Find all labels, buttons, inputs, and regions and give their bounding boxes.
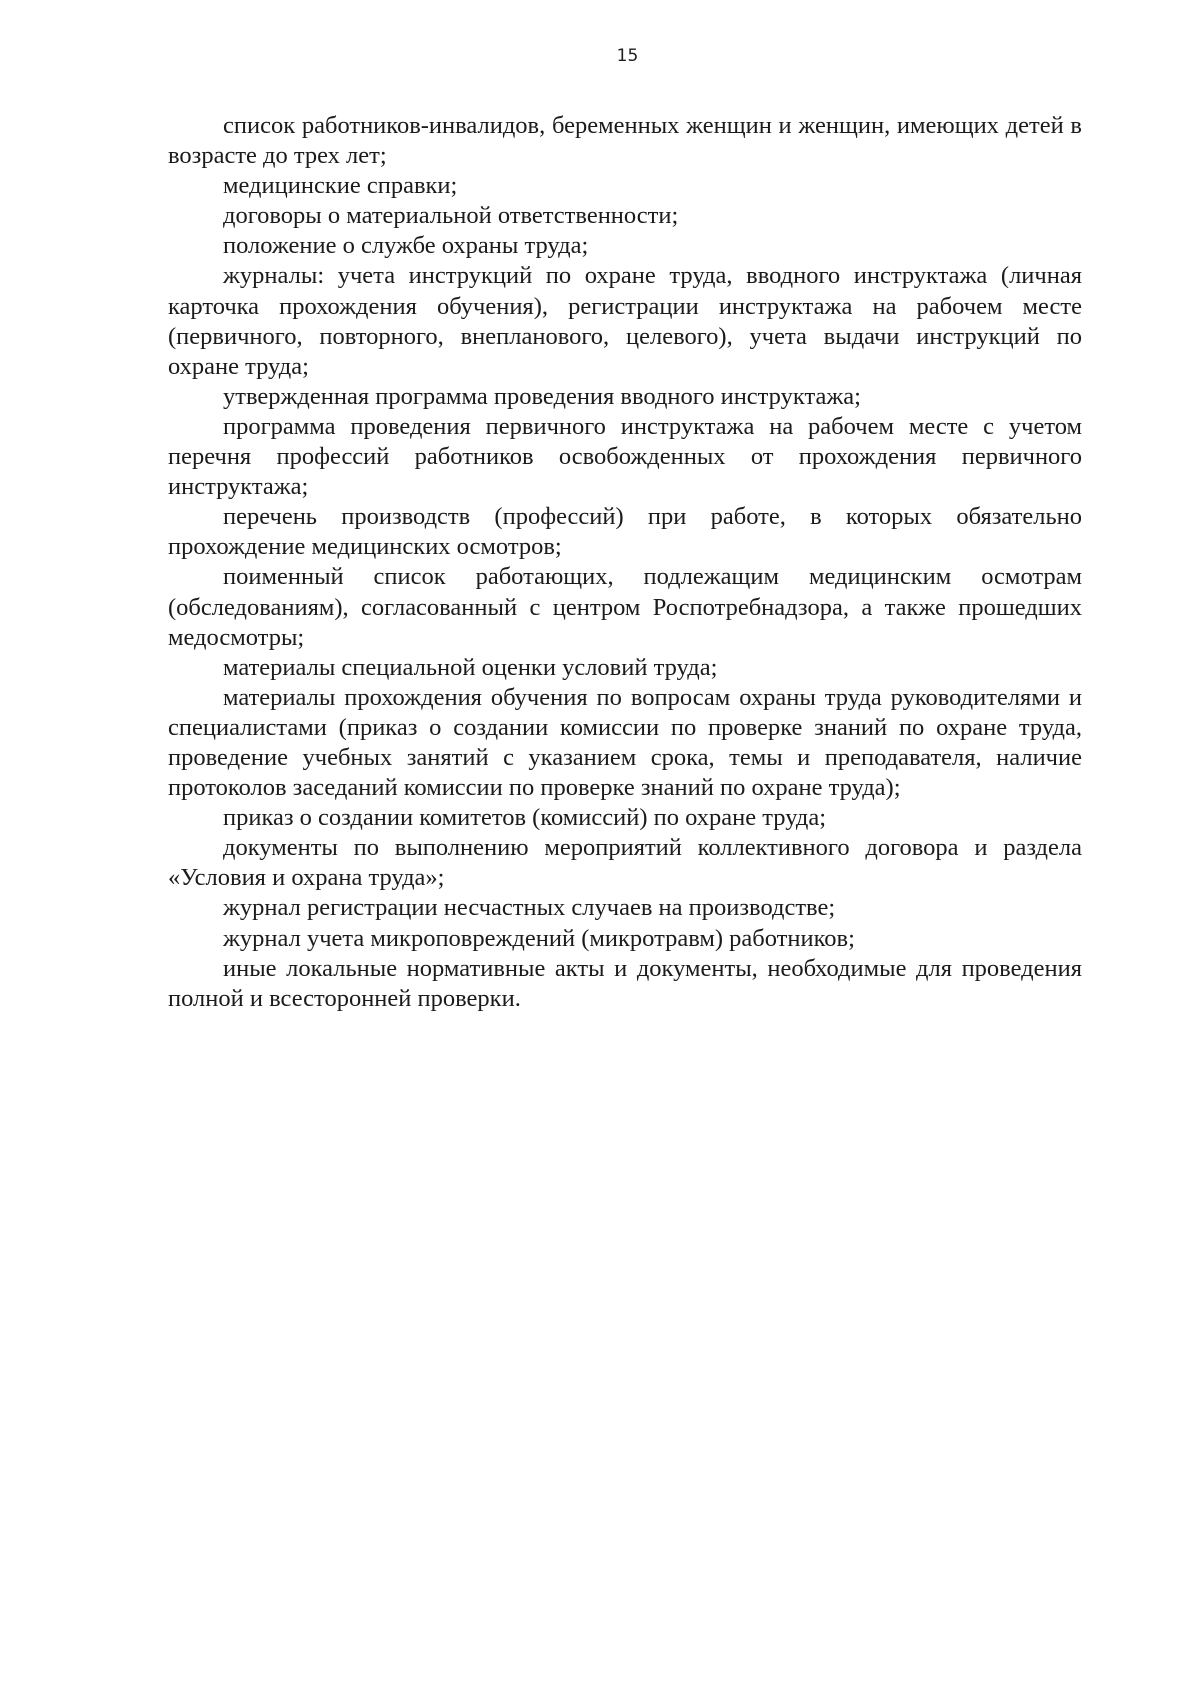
paragraph-primary-briefing-program: программа проведения первичного инструктажа на рабочем месте с учетом перечня профессий работников освобожденных от прохождения первичного инструктажа;	[168, 412, 1082, 501]
page-number: 15	[616, 46, 639, 66]
paragraph-medical-certificates: медицинские справки;	[223, 172, 458, 200]
document-body	[168, 111, 1082, 1014]
paragraph-accident-journal: журнал регистрации несчастных случаев на производстве;	[223, 894, 836, 922]
paragraph-named-employees-list: поименный список работающих, подлежащим медицинским осмотрам (обследованиям), согласованный с центром Роспотребнадзора, а также прошедших медосмотры;	[168, 563, 1082, 651]
paragraph-journals: журналы: учета инструкций по охране труда, вводного инструктажа (личная карточка прохождения обучения), регистрации инструктажа на рабочем месте (первичного, повторного, внепланового, целевого), учета выдачи инструкций по охране труда;	[168, 262, 1082, 380]
paragraph-committees-order: приказ о создании комитетов (комиссий) по охране труда;	[223, 804, 827, 832]
paragraph-liability-agreements: договоры о материальной ответственности;	[223, 202, 679, 230]
paragraph-other-acts: иные локальные нормативные акты и документы, необходимые для проведения полной и всесторонней проверки.	[168, 954, 1082, 1012]
paragraph-special-assessment: материалы специальной оценки условий труда;	[223, 653, 718, 681]
paragraph-disabled-workers-list: список работников-инвалидов, беременных женщин и женщин, имеющих детей в возрасте до трех лет;	[168, 112, 1082, 170]
paragraph-productions-list: перечень производств (профессий) при работе, в которых обязательно прохождение медицинских осмотров;	[168, 503, 1082, 561]
paragraph-introductory-briefing-program: утвержденная программа проведения вводного инструктажа;	[223, 382, 861, 410]
paragraph-training-materials: материалы прохождения обучения по вопросам охраны труда руководителями и специалистами (приказ о создании комиссии по проверке знаний по охране труда, проведение учебных занятий с указанием срока, темы и преподавателя, наличие протоколов заседаний комиссии по проверке знаний по охране труда);	[168, 683, 1082, 802]
paragraph-microinjury-journal: журнал учета микроповреждений (микротравм) работников;	[223, 924, 855, 952]
paragraph-safety-service-regulation: положение о службе охраны труда;	[223, 232, 589, 260]
paragraph-collective-agreement-documents: документы по выполнению мероприятий коллективного договора и раздела «Условия и охрана труда»;	[168, 834, 1082, 892]
